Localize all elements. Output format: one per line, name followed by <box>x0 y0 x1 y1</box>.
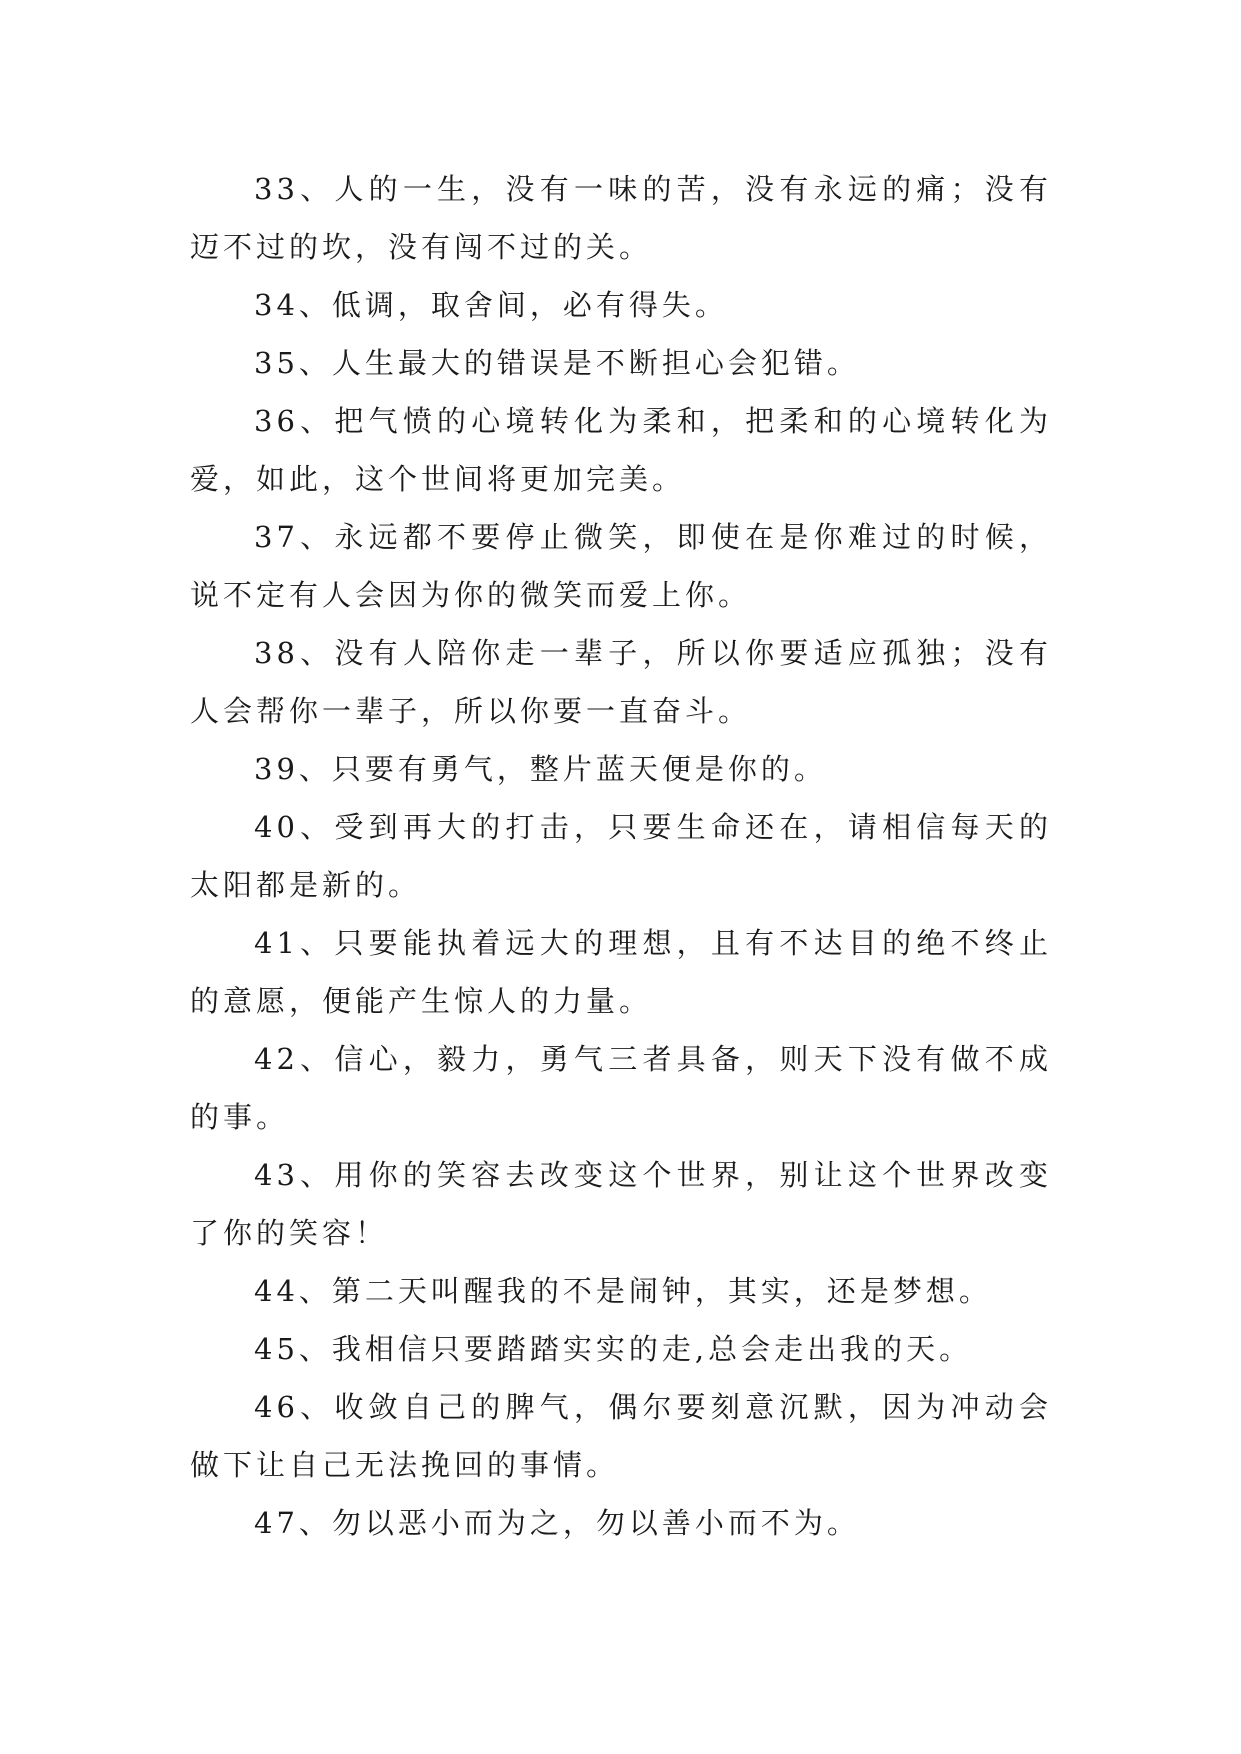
quote-paragraph-35: 35、人生最大的错误是不断担心会犯错。 <box>254 346 860 380</box>
quote-paragraph-39: 39、只要有勇气，整片蓝天便是你的。 <box>254 752 827 786</box>
quote-paragraph-40: 40、受到再大的打击，只要生命还在，请相信每天的太阳都是新的。 <box>190 810 1052 902</box>
quote-paragraph-45: 45、我相信只要踏踏实实的走,总会走出我的天。 <box>254 1332 973 1366</box>
quote-paragraph-33: 33、人的一生，没有一味的苦，没有永远的痛；没有迈不过的坎，没有闯不过的关。 <box>190 172 1052 264</box>
quote-paragraph-37: 37、永远都不要停止微笑，即使在是你难过的时候，说不定有人会因为你的微笑而爱上你。 <box>190 520 1052 612</box>
quote-paragraph-34: 34、低调，取舍间，必有得失。 <box>254 288 728 322</box>
quote-paragraph-43: 43、用你的笑容去改变这个世界，别让这个世界改变了你的笑容！ <box>190 1158 1052 1250</box>
quote-paragraph-46: 46、收敛自己的脾气，偶尔要刻意沉默，因为冲动会做下让自己无法挽回的事情。 <box>190 1390 1052 1482</box>
quote-paragraph-36: 36、把气愤的心境转化为柔和，把柔和的心境转化为爱，如此，这个世间将更加完美。 <box>190 404 1052 496</box>
quote-list <box>190 160 1052 1552</box>
quote-paragraph-42: 42、信心，毅力，勇气三者具备，则天下没有做不成的事。 <box>190 1042 1052 1134</box>
quote-paragraph-47: 47、勿以恶小而为之，勿以善小而不为。 <box>254 1506 860 1540</box>
quote-paragraph-44: 44、第二天叫醒我的不是闹钟，其实，还是梦想。 <box>254 1274 992 1308</box>
quote-paragraph-38: 38、没有人陪你走一辈子，所以你要适应孤独；没有人会帮你一辈子，所以你要一直奋斗。 <box>190 636 1052 728</box>
quote-paragraph-41: 41、只要能执着远大的理想，且有不达目的绝不终止的意愿，便能产生惊人的力量。 <box>190 926 1052 1018</box>
